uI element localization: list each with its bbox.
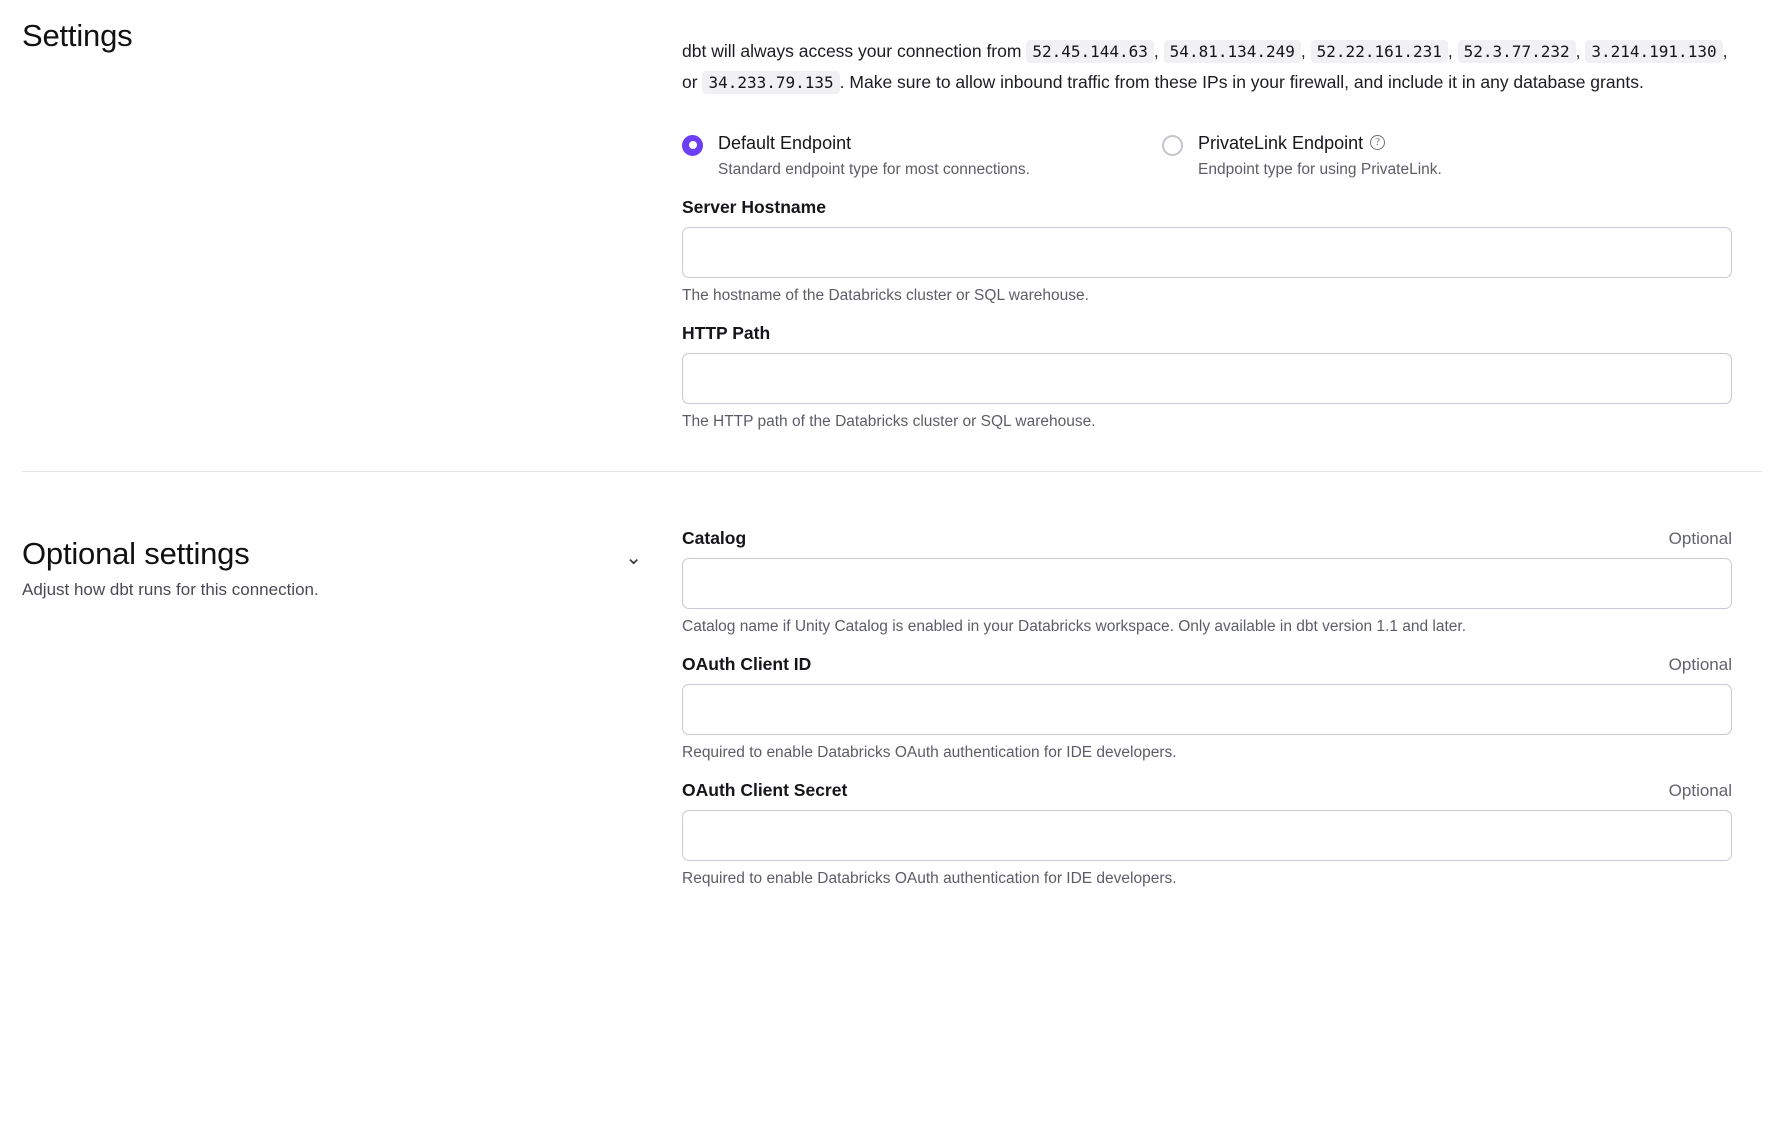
oauth-client-id-input[interactable] — [682, 684, 1732, 735]
optional-settings-subtitle: Adjust how dbt runs for this connection. — [22, 579, 319, 599]
ip-address-2: 54.81.134.249 — [1164, 40, 1301, 63]
field-catalog-head — [682, 528, 1732, 549]
field-http-path-help: The HTTP path of the Databricks cluster or SQL warehouse. — [682, 412, 1096, 430]
field-server-hostname-head — [682, 197, 1732, 218]
field-oauth-client-secret-help: Required to enable Databricks OAuth authentication for IDE developers. — [682, 869, 1177, 887]
catalog-input[interactable] — [682, 558, 1732, 609]
server-hostname-input[interactable] — [682, 227, 1732, 278]
ip-address-4: 52.3.77.232 — [1458, 40, 1576, 63]
optional-settings-title: Optional settings — [22, 535, 250, 571]
ip-allowlist-note — [682, 36, 1732, 98]
ip-sep-2: , — [1300, 40, 1306, 61]
optional-settings-section — [0, 472, 1784, 888]
field-oauth-client-id-head — [682, 654, 1732, 675]
field-http-path-head — [682, 323, 1732, 344]
ip-address-1: 52.45.144.63 — [1026, 40, 1154, 63]
field-catalog-optional-badge: Optional — [1668, 528, 1732, 548]
optional-settings-heading-block — [22, 536, 319, 600]
radio-unselected-icon[interactable] — [1162, 135, 1183, 156]
ip-sep-3: , — [1447, 40, 1453, 61]
http-path-input[interactable] — [682, 353, 1732, 404]
ip-sep-1: , — [1153, 40, 1159, 61]
radio-privatelink-endpoint-texts — [1198, 132, 1442, 179]
ip-address-6: 34.233.79.135 — [702, 71, 839, 94]
settings-section-right — [682, 0, 1762, 431]
help-circle-icon[interactable]: ? — [1370, 135, 1385, 150]
field-oauth-client-secret — [682, 780, 1732, 888]
endpoint-type-radio-group — [682, 132, 1732, 179]
radio-default-endpoint-help: Standard endpoint type for most connections. — [718, 160, 1030, 178]
radio-privatelink-endpoint-help: Endpoint type for using PrivateLink. — [1198, 160, 1442, 178]
radio-default-endpoint-texts — [718, 132, 1030, 179]
radio-default-endpoint-label: Default Endpoint — [718, 132, 852, 153]
field-server-hostname-help: The hostname of the Databricks cluster or SQL warehouse. — [682, 286, 1089, 304]
ip-address-5: 3.214.191.130 — [1585, 40, 1722, 63]
ip-note-tail: . Make sure to allow inbound traffic from these IPs in your firewall, and include it in any database grants. — [839, 71, 1644, 92]
field-oauth-client-secret-label: OAuth Client Secret — [682, 779, 848, 800]
ip-sep-4: , — [1575, 40, 1581, 61]
field-oauth-client-id — [682, 654, 1732, 762]
field-http-path-label: HTTP Path — [682, 322, 771, 343]
optional-settings-left — [22, 518, 682, 600]
field-oauth-client-id-label: OAuth Client ID — [682, 653, 812, 674]
field-oauth-client-id-optional-badge: Optional — [1668, 654, 1732, 674]
field-server-hostname — [682, 197, 1732, 305]
settings-section — [0, 0, 1784, 431]
ip-address-3: 52.22.161.231 — [1311, 40, 1448, 63]
oauth-client-secret-input[interactable] — [682, 810, 1732, 861]
settings-section-left — [22, 0, 682, 54]
radio-default-endpoint[interactable] — [682, 132, 1162, 179]
radio-privatelink-endpoint[interactable] — [1162, 132, 1642, 179]
field-server-hostname-label: Server Hostname — [682, 196, 826, 217]
ip-note-lead: dbt will always access your connection from — [682, 40, 1022, 61]
page-title: Settings — [22, 18, 133, 53]
field-catalog — [682, 528, 1732, 636]
field-catalog-help: Catalog name if Unity Catalog is enabled in your Databricks workspace. Only available in dbt version 1.1 and later. — [682, 617, 1467, 635]
ip-sep-5: , or — [682, 40, 1728, 92]
field-catalog-label: Catalog — [682, 527, 747, 548]
radio-privatelink-endpoint-label-row — [1198, 132, 1442, 154]
field-oauth-client-id-help: Required to enable Databricks OAuth authentication for IDE developers. — [682, 743, 1177, 761]
radio-privatelink-endpoint-label: PrivateLink Endpoint — [1198, 132, 1364, 153]
field-oauth-client-secret-optional-badge: Optional — [1668, 780, 1732, 800]
radio-selected-icon[interactable] — [682, 135, 703, 156]
chevron-down-icon[interactable]: ⌄ — [625, 546, 642, 569]
field-oauth-client-secret-head — [682, 780, 1732, 801]
optional-settings-right — [682, 518, 1762, 888]
field-http-path — [682, 323, 1732, 431]
